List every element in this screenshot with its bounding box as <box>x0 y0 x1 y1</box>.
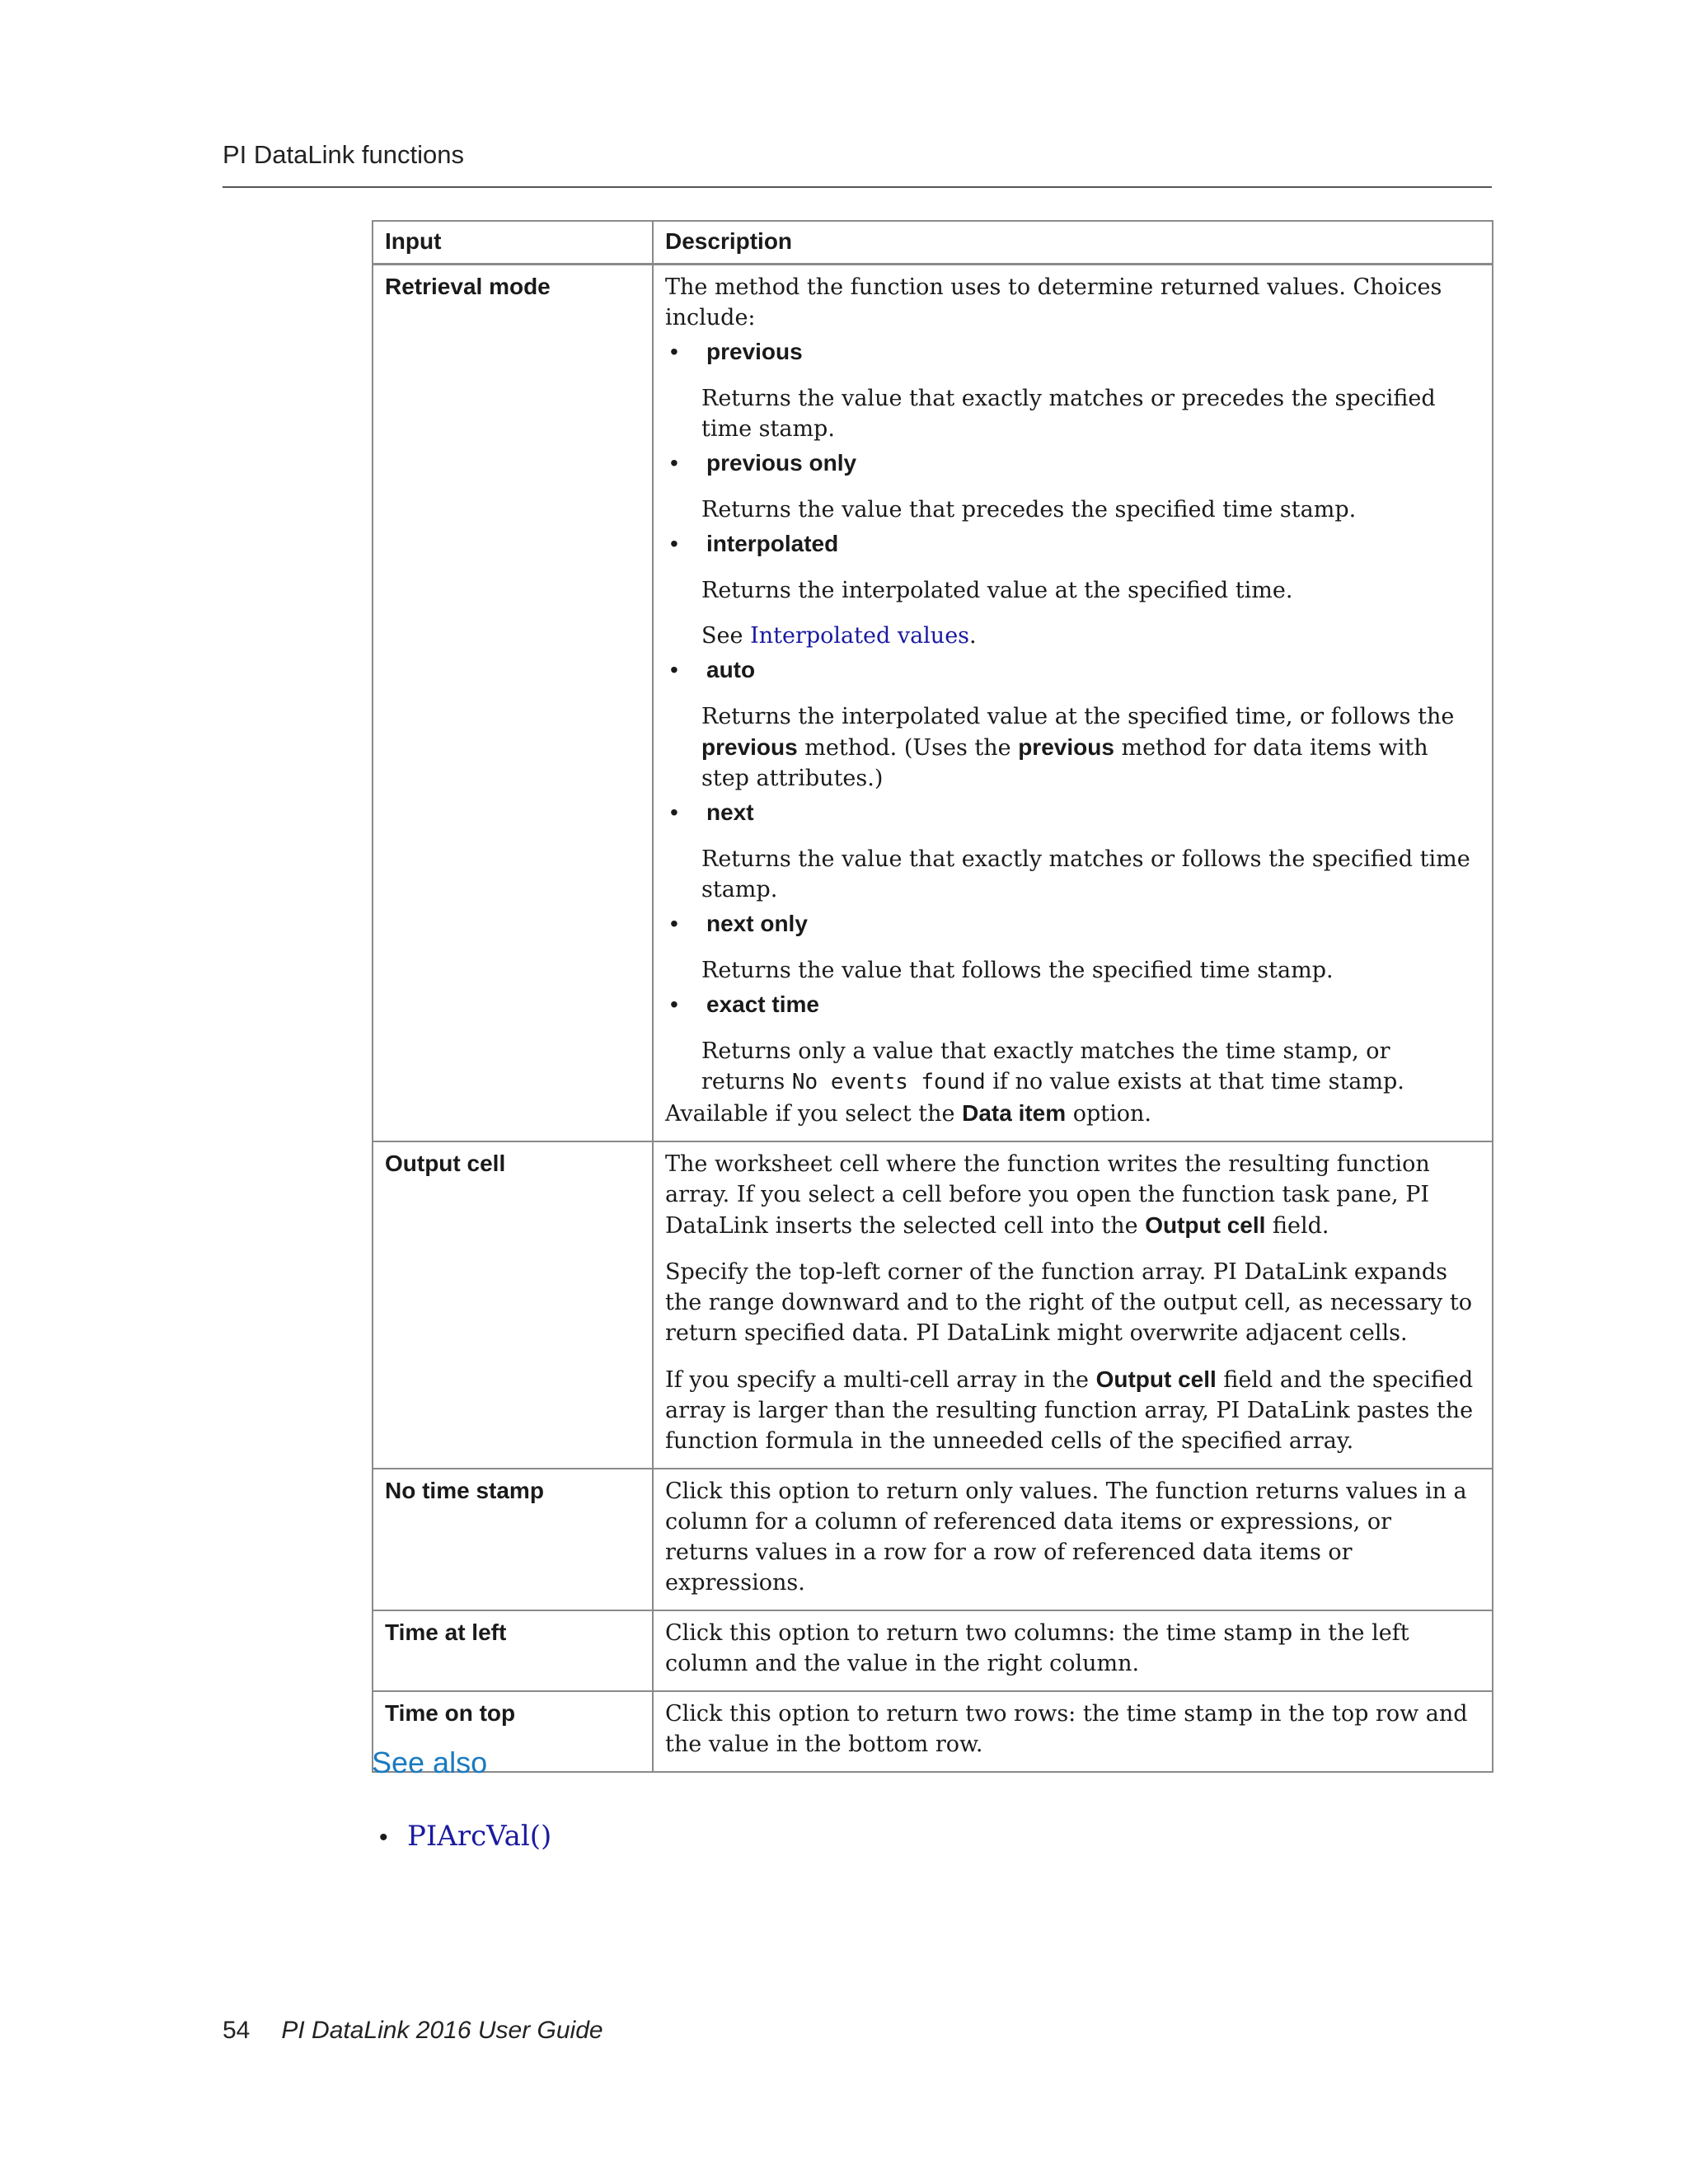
retrieval-mode-intro: The method the function uses to determine returned values. Choices include: <box>665 274 1442 330</box>
option-text: Returns the value that exactly matches or precedes the specified time stamp. <box>701 386 1436 442</box>
text-part: if no value exists at that time stamp. <box>992 1069 1404 1094</box>
option-name: interpolated <box>706 531 839 556</box>
table-row-time-on-top <box>373 1691 1493 1772</box>
page-header-title: PI DataLink functions <box>223 140 464 169</box>
option-interpolated <box>665 528 1480 651</box>
input-name-time-on-top: Time on top <box>373 1691 653 1772</box>
description-time-at-left <box>653 1610 1493 1691</box>
text-part: method. (Uses the <box>804 735 1011 761</box>
see-also-heading: See also <box>372 1746 488 1779</box>
inputs-table <box>372 220 1493 1773</box>
description-no-time-stamp <box>653 1469 1493 1610</box>
table-row-no-time-stamp <box>373 1469 1493 1610</box>
text-part: The worksheet cell where the function writes the resulting function array. If you select a cell before you open the function task pane, PI DataLink inserts the selected cell into the <box>665 1151 1430 1239</box>
option-text <box>701 701 1480 794</box>
retrieval-mode-availability <box>665 1098 1480 1129</box>
output-cell-para-2: Specify the top-left corner of the function array. PI DataLink expands the range downward and to the right of the output cell, as necessary to return specified data. PI DataLink might overwrite adjacent cells. <box>665 1259 1472 1346</box>
description-retrieval-mode <box>653 265 1493 1142</box>
text-part: Returns the interpolated value at the specified time, or follows the <box>701 704 1455 729</box>
bold-term: previous <box>1018 734 1114 760</box>
option-name: auto <box>706 657 756 682</box>
code-no-events-found: No events found <box>791 1070 986 1094</box>
text-part: field. <box>1273 1213 1329 1239</box>
description-time-on-top <box>653 1691 1493 1772</box>
table-row-time-at-left <box>373 1610 1493 1691</box>
bullet-icon: • <box>670 657 678 682</box>
option-name: next <box>706 799 754 825</box>
bullet-icon: • <box>670 339 678 364</box>
option-text <box>701 1036 1480 1098</box>
option-name: previous <box>706 339 803 364</box>
bold-term: Output cell <box>1145 1212 1266 1238</box>
page-footer <box>223 2017 603 2045</box>
option-previous-only <box>665 448 1480 525</box>
bullet-icon: • <box>670 450 678 476</box>
table-row-retrieval-mode <box>373 265 1493 1142</box>
header-divider <box>223 186 1492 188</box>
guide-title: PI DataLink 2016 User Guide <box>281 2017 603 2044</box>
interpolated-values-link[interactable]: Interpolated values <box>750 623 970 649</box>
text-part: If you specify a multi-cell array in the <box>665 1367 1089 1393</box>
input-name-no-time-stamp: No time stamp <box>373 1469 653 1610</box>
option-name: next only <box>706 911 808 936</box>
output-cell-para-3 <box>665 1364 1480 1456</box>
see-interpolated <box>701 621 1480 651</box>
bullet-icon: • <box>670 531 678 556</box>
page-number: 54 <box>223 2017 251 2044</box>
bold-term: Data item <box>962 1100 1067 1126</box>
description-output-cell <box>653 1141 1493 1469</box>
bullet-icon: • <box>379 1824 388 1851</box>
option-next-only <box>665 908 1480 986</box>
text-part: method for data items with step attributes.) <box>701 735 1428 791</box>
output-cell-para-1 <box>665 1149 1480 1241</box>
bold-term: previous <box>701 734 798 760</box>
column-header-description: Description <box>653 221 1493 265</box>
see-suffix: . <box>969 623 977 649</box>
option-next <box>665 797 1480 905</box>
description-text: Click this option to return only values. The function returns values in a column for a column of referenced data items or expressions, or returns values in a row for a row of referenced data items or expressions. <box>665 1479 1467 1596</box>
option-exact-time <box>665 989 1480 1098</box>
description-text: Click this option to return two columns: the time stamp in the left column and the value in the right column. <box>665 1620 1409 1676</box>
option-text: Returns the value that follows the specified time stamp. <box>701 958 1334 983</box>
option-previous <box>665 336 1480 444</box>
bullet-icon: • <box>670 799 678 825</box>
table-row-output-cell <box>373 1141 1493 1469</box>
input-name-retrieval-mode: Retrieval mode <box>373 265 653 1142</box>
input-name-output-cell: Output cell <box>373 1141 653 1469</box>
input-name-time-at-left: Time at left <box>373 1610 653 1691</box>
option-auto <box>665 654 1480 794</box>
option-text: Returns the value that exactly matches or follows the specified time stamp. <box>701 846 1470 902</box>
see-also-list <box>379 1820 551 1853</box>
bullet-icon: • <box>670 991 678 1017</box>
text-part: Returns only a value that exactly matches the time stamp, or returns <box>701 1038 1390 1094</box>
option-name: exact time <box>706 991 819 1017</box>
column-header-input: Input <box>373 221 653 265</box>
description-text: Click this option to return two rows: the time stamp in the top row and the value in the bottom row. <box>665 1701 1468 1757</box>
bullet-icon: • <box>670 911 678 936</box>
text-part: option. <box>1072 1101 1152 1127</box>
see-prefix: See <box>701 623 743 649</box>
text-part: field and the specified array is larger than the resulting function array, PI DataLink pastes the function formula in the unneeded cells of the specified array. <box>665 1367 1474 1454</box>
option-name: previous only <box>706 450 857 476</box>
option-text: Returns the interpolated value at the specified time. <box>701 578 1293 603</box>
text-part: Available if you select the <box>665 1101 955 1127</box>
option-text: Returns the value that precedes the specified time stamp. <box>701 497 1357 523</box>
bold-term: Output cell <box>1095 1366 1217 1392</box>
piarcval-link[interactable]: PIArcVal() <box>407 1820 552 1853</box>
table-header-row <box>373 221 1493 265</box>
